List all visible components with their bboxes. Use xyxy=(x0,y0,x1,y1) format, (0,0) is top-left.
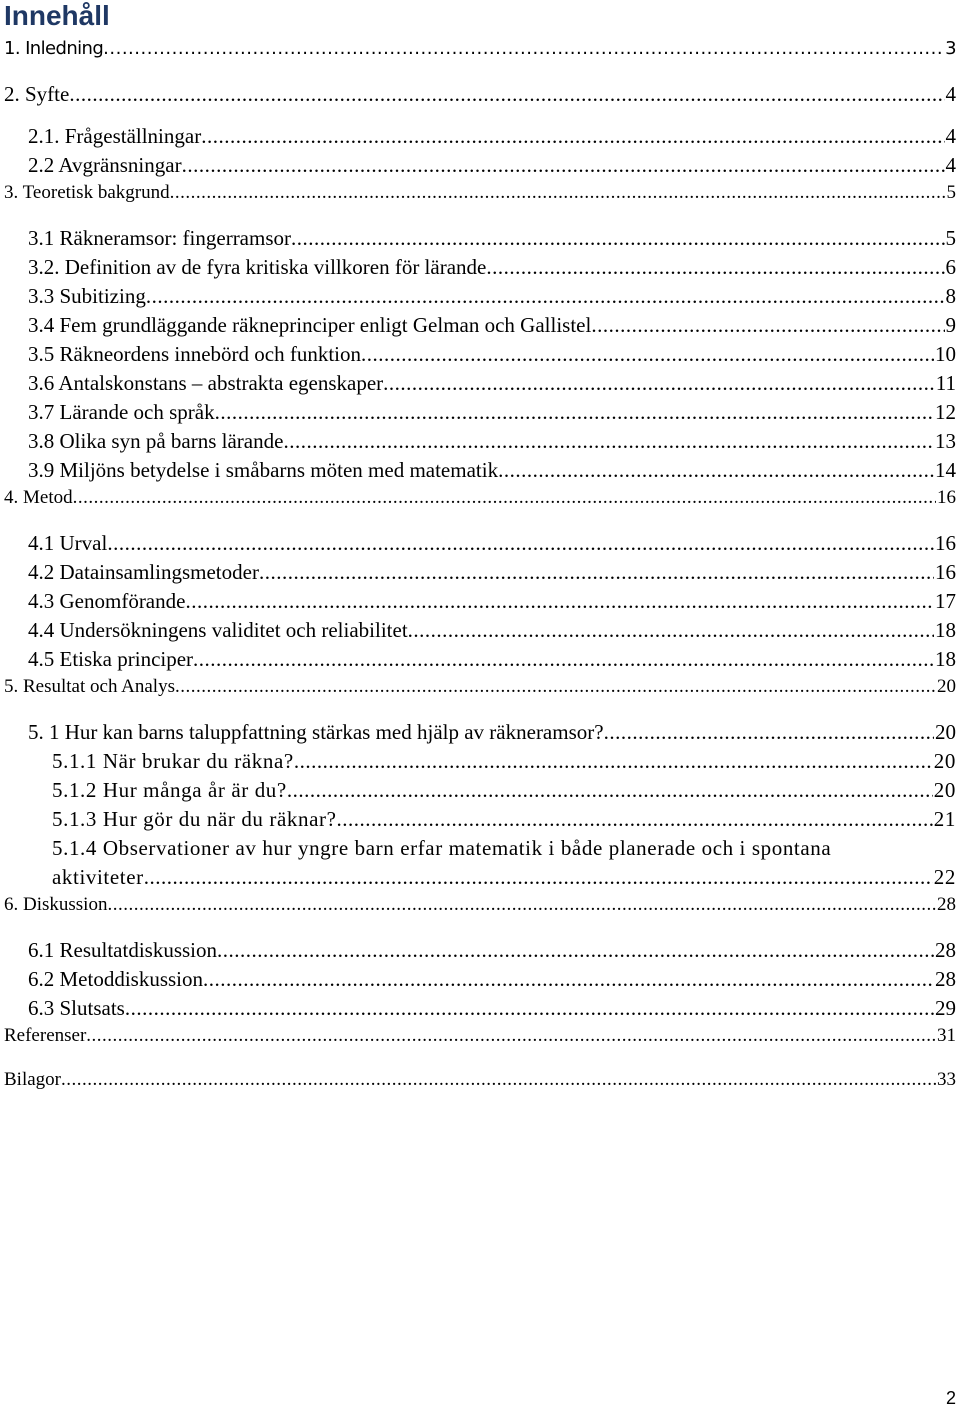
toc-entry-label: 3.5 Räkneordens innebörd och funktion xyxy=(28,342,362,366)
toc-entry-page: 20 xyxy=(935,720,956,744)
toc-entry[interactable] xyxy=(52,865,956,891)
page-number: 2 xyxy=(945,1388,956,1408)
toc-entry-page: 9 xyxy=(945,313,956,337)
toc-entry-label: 3.2. Definition av de fyra kritiska villkoren för lärande xyxy=(28,255,487,279)
toc-entry[interactable] xyxy=(4,894,956,920)
toc-entry-label: 5.1.1 När brukar du räkna? xyxy=(52,749,294,773)
toc-title: Innehåll xyxy=(4,0,110,31)
toc-entry-label: 4.3 Genomförande xyxy=(28,589,186,613)
toc-entry[interactable] xyxy=(28,531,956,557)
toc-entry[interactable] xyxy=(28,124,956,150)
dot-leader xyxy=(61,1069,936,1091)
toc-entry-page: 17 xyxy=(935,589,956,613)
toc-entry-page: 28 xyxy=(935,938,956,962)
toc-entry-label: 5.1.4 Observationer av hur yngre barn erfar matematik i både planerade och i spontana xyxy=(52,836,832,860)
toc-entry-label: 4.4 Undersökningens validitet och reliabilitet xyxy=(28,618,408,642)
toc-entry-label: 2. Syfte xyxy=(4,82,70,106)
toc-entry[interactable] xyxy=(4,38,956,64)
toc-entry[interactable] xyxy=(28,560,956,586)
toc-entry-label: 5. Resultat och Analys xyxy=(4,676,175,697)
toc-entry-label: 3.8 Olika syn på barns lärande xyxy=(28,429,284,453)
toc-entry[interactable] xyxy=(28,458,956,484)
dot-leader xyxy=(185,589,934,614)
toc-entry-page: 20 xyxy=(937,676,956,697)
dot-leader xyxy=(201,124,944,149)
dot-leader xyxy=(259,560,934,585)
toc-entry-page: 14 xyxy=(935,458,956,482)
toc-entry-label: 1. Inledning xyxy=(4,38,104,59)
toc-entry[interactable] xyxy=(4,676,956,702)
toc-entry-page: 4 xyxy=(945,124,956,148)
toc-entry-page: 16 xyxy=(937,487,956,508)
toc-entry[interactable] xyxy=(28,400,956,426)
toc-entry-label: 6.1 Resultatdiskussion xyxy=(28,938,218,962)
toc-entry-label: 4.5 Etiska principer xyxy=(28,647,194,671)
toc-entry-page: 11 xyxy=(935,371,956,395)
toc-entry-label: 2.1. Frågeställningar xyxy=(28,124,202,148)
toc-entry-page: 5 xyxy=(946,182,956,203)
dot-leader xyxy=(291,226,944,251)
toc-entry[interactable] xyxy=(4,1069,956,1095)
toc-entry-page: 18 xyxy=(935,647,956,671)
toc-entry-page: 13 xyxy=(935,429,956,453)
dot-leader xyxy=(361,342,934,367)
toc-entry-page: 3 xyxy=(945,38,956,59)
dot-leader xyxy=(283,429,934,454)
toc-entry[interactable] xyxy=(28,618,956,644)
toc-entry-page: 8 xyxy=(945,284,956,308)
toc-entry-label: 6.3 Slutsats xyxy=(28,996,125,1020)
toc-entry-label: 3. Teoretisk bakgrund xyxy=(4,182,170,203)
toc-entry-label: Bilagor xyxy=(4,1069,61,1090)
dot-leader xyxy=(146,284,945,309)
toc-entry[interactable] xyxy=(28,153,956,179)
toc-entry-label: 5. 1 Hur kan barns taluppfattning stärkas med hjälp av räkneramsor? xyxy=(28,720,604,744)
dot-leader xyxy=(170,182,946,204)
dot-leader xyxy=(203,967,934,992)
toc-entry-label: 5.1.3 Hur gör du när du räknar? xyxy=(52,807,337,831)
toc-entry-label: 6.2 Metoddiskussion xyxy=(28,967,204,991)
toc-entry-label: 2.2 Avgränsningar xyxy=(28,153,182,177)
dot-leader xyxy=(73,487,936,509)
dot-leader xyxy=(86,1025,936,1047)
toc-entry[interactable] xyxy=(28,342,956,368)
dot-leader xyxy=(215,400,934,425)
toc-entry-label: 3.3 Subitizing xyxy=(28,284,146,308)
dot-leader xyxy=(604,720,934,745)
toc-entry[interactable] xyxy=(52,749,956,775)
toc-entry[interactable] xyxy=(28,589,956,615)
toc-entry-page: 21 xyxy=(933,807,956,831)
toc-entry-label: 4.2 Datainsamlingsmetoder xyxy=(28,560,259,584)
dot-leader xyxy=(287,778,933,803)
toc-entry[interactable] xyxy=(28,720,956,746)
dot-leader xyxy=(217,938,934,963)
toc-entry-label: 3.1 Räkneramsor: fingerramsor xyxy=(28,226,292,250)
toc-entry-label: 3.9 Miljöns betydelse i småbarns möten med matematik xyxy=(28,458,499,482)
toc-entry-label: 3.7 Lärande och språk xyxy=(28,400,215,424)
toc-entry-label: Referenser xyxy=(4,1025,87,1046)
toc-entry-page: 31 xyxy=(937,1025,956,1046)
toc-entry-label: 4.1 Urval xyxy=(28,531,108,555)
toc-entry[interactable] xyxy=(28,429,956,455)
toc-entry-page: 16 xyxy=(935,560,956,584)
dot-leader xyxy=(294,749,933,774)
toc-entry[interactable] xyxy=(4,1025,956,1051)
toc-entry[interactable] xyxy=(28,647,956,673)
toc-entry-page: 4 xyxy=(945,82,956,106)
dot-leader xyxy=(144,865,933,890)
toc-entry-page: 20 xyxy=(933,778,956,802)
dot-leader xyxy=(193,647,934,672)
toc-entry[interactable] xyxy=(28,284,956,310)
toc-entry-label: 5.1.2 Hur många år är du? xyxy=(52,778,287,802)
dot-leader xyxy=(107,894,936,916)
dot-leader xyxy=(337,807,933,832)
toc-entry-page: 28 xyxy=(937,894,956,915)
toc-entry-page: 20 xyxy=(933,749,956,773)
toc-entry[interactable] xyxy=(52,807,956,833)
toc-entry-label: 3.4 Fem grundläggande räkneprinciper enligt Gelman och Gallistel xyxy=(28,313,592,337)
toc-entry-page: 5 xyxy=(945,226,956,250)
toc-entry[interactable] xyxy=(28,967,956,993)
toc-entry[interactable] xyxy=(28,938,956,964)
toc-entry-label: 3.6 Antalskonstans – abstrakta egenskaper xyxy=(28,371,384,395)
dot-leader xyxy=(498,458,934,483)
toc-entry[interactable] xyxy=(28,255,956,281)
toc-entry-page: 22 xyxy=(933,865,956,889)
toc-entry[interactable] xyxy=(4,82,956,108)
dot-leader xyxy=(175,676,936,698)
dot-leader xyxy=(69,82,944,107)
dot-leader xyxy=(107,531,934,556)
toc-entry-page: 33 xyxy=(937,1069,956,1090)
toc-entry-page: 28 xyxy=(935,967,956,991)
toc-entry[interactable] xyxy=(28,313,956,339)
toc-entry-page: 6 xyxy=(945,255,956,279)
dot-leader xyxy=(125,996,934,1021)
toc-entry-page: 29 xyxy=(935,996,956,1020)
toc-entry[interactable] xyxy=(28,996,956,1022)
toc-entry-page: 4 xyxy=(945,153,956,177)
toc-entry-page: 16 xyxy=(935,531,956,555)
dot-leader xyxy=(383,371,935,396)
toc-entry-continued[interactable] xyxy=(52,836,956,862)
toc-entry[interactable] xyxy=(4,487,956,513)
dot-leader xyxy=(182,153,945,178)
dot-leader xyxy=(103,38,944,59)
toc-entry[interactable] xyxy=(28,371,956,397)
toc-entry[interactable] xyxy=(4,182,956,208)
dot-leader xyxy=(408,618,934,643)
toc-entry-label: 4. Metod xyxy=(4,487,73,508)
toc-entry-page: 12 xyxy=(935,400,956,424)
dot-leader xyxy=(486,255,944,280)
toc-entry-page: 18 xyxy=(935,618,956,642)
toc-entry[interactable] xyxy=(28,226,956,252)
toc-entry[interactable] xyxy=(52,778,956,804)
toc-entry-page: 10 xyxy=(935,342,956,366)
toc-entry-label: 6. Diskussion xyxy=(4,894,108,915)
dot-leader xyxy=(591,313,944,338)
toc-entry-label: aktiviteter xyxy=(52,865,144,889)
